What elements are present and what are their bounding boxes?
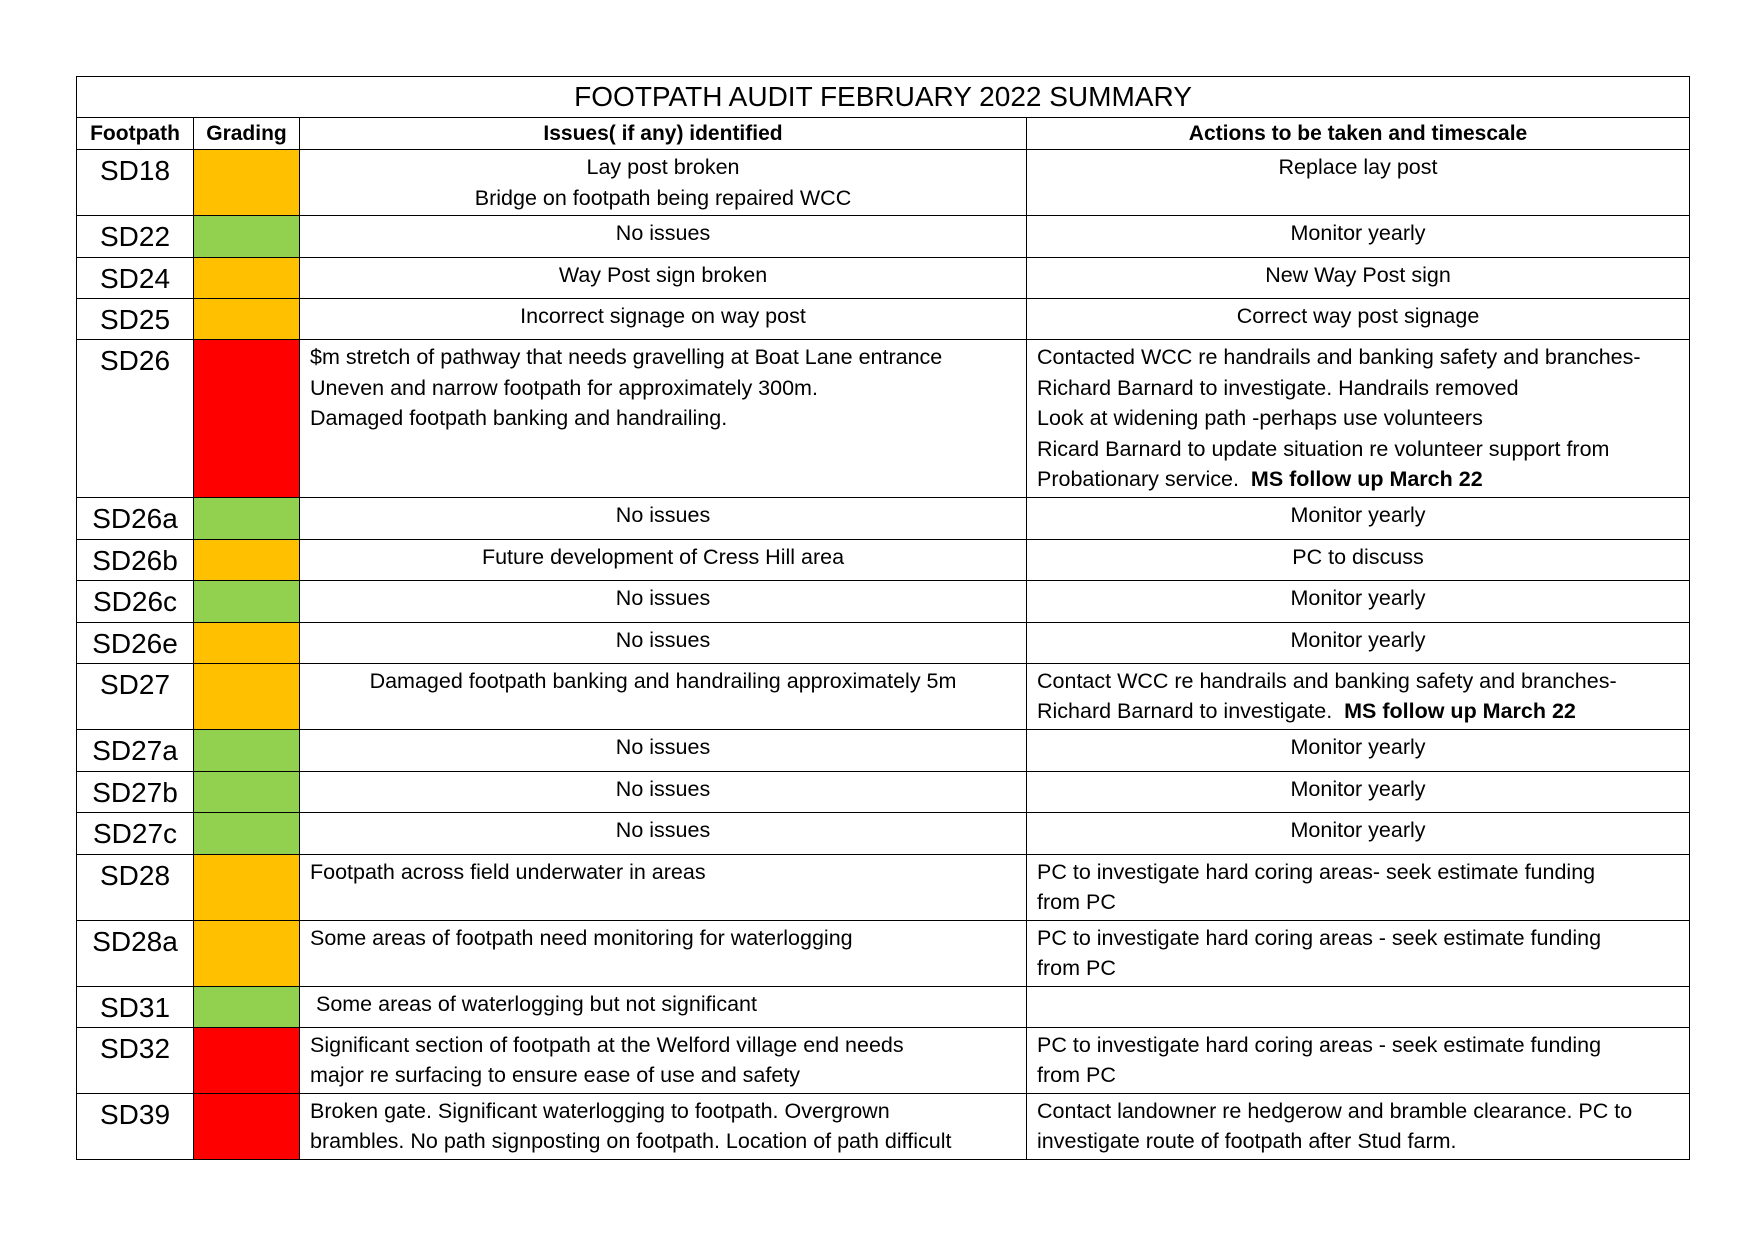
footpath-code: SD26e — [77, 622, 194, 663]
grading-swatch — [194, 854, 300, 920]
issue-line: No issues — [615, 585, 711, 610]
action-text: Probationary service. — [1037, 467, 1239, 491]
issues-cell — [300, 920, 1027, 986]
issue-line: Lay post broken — [586, 155, 740, 179]
action-text: Monitor yearly — [1290, 734, 1426, 759]
issues-cell — [300, 771, 1027, 812]
action-text: Richard Barnard to investigate. Handrails removed — [1037, 375, 1519, 400]
issue-line: Bridge on footpath being repaired WCC — [474, 185, 852, 210]
footpath-code: SD26a — [77, 497, 194, 539]
action-text: New Way Post sign — [1265, 263, 1451, 287]
action-line — [1027, 542, 1689, 573]
grading-swatch — [194, 299, 300, 340]
table-row — [77, 622, 1690, 663]
action-line — [1027, 152, 1689, 183]
actions-cell — [1027, 920, 1690, 986]
actions-cell — [1027, 340, 1690, 498]
header-grading: Grading — [194, 118, 300, 150]
header-issues: Issues( if any) identified — [300, 118, 1027, 150]
action-text: Monitor yearly — [1290, 817, 1426, 842]
audit-sheet — [76, 76, 1689, 1160]
issue-line: Damaged footpath banking and handrailing. — [310, 406, 728, 430]
actions-cell — [1027, 497, 1690, 539]
issue-line: $m stretch of pathway that needs gravelling at Boat Lane entrance — [310, 345, 943, 369]
action-text: Look at widening path -perhaps use volunteers — [1037, 406, 1483, 430]
issue-line: Footpath across field underwater in areas — [310, 859, 706, 884]
action-line — [1027, 583, 1689, 614]
action-text: from PC — [1037, 890, 1116, 914]
action-text: PC to discuss — [1292, 544, 1424, 569]
action-text: Monitor yearly — [1290, 585, 1426, 610]
issues-cell — [300, 1027, 1027, 1093]
table-row — [77, 920, 1690, 986]
action-line — [1037, 953, 1683, 984]
grading-swatch — [194, 1093, 300, 1159]
title-row — [77, 77, 1690, 118]
issue-line: No issues — [615, 627, 711, 652]
actions-cell — [1027, 580, 1690, 622]
table-row — [77, 150, 1690, 216]
action-line — [1037, 373, 1683, 404]
issue-line: Some areas of waterlogging but not significant — [310, 991, 757, 1016]
table-row — [77, 497, 1690, 539]
issues-cell — [300, 854, 1027, 920]
action-text: Replace lay post — [1278, 155, 1438, 179]
footpath-code: SD26 — [77, 340, 194, 498]
actions-cell — [1027, 1027, 1690, 1093]
actions-cell — [1027, 812, 1690, 854]
table-row — [77, 1027, 1690, 1093]
issues-cell — [300, 340, 1027, 498]
action-line — [1037, 887, 1683, 918]
action-line — [1027, 625, 1689, 656]
action-line — [1027, 500, 1689, 531]
action-text: Contacted WCC re handrails and banking safety and branches- — [1037, 345, 1641, 369]
issue-line: major re surfacing to ensure ease of use and safety — [310, 1063, 800, 1087]
actions-cell — [1027, 150, 1690, 216]
actions-cell — [1027, 216, 1690, 258]
action-line — [1037, 434, 1683, 465]
action-text: Monitor yearly — [1290, 221, 1426, 245]
action-text: investigate route of footpath after Stud farm. — [1037, 1129, 1457, 1153]
footpath-code: SD27a — [77, 729, 194, 771]
table-row — [77, 299, 1690, 340]
grading-swatch — [194, 258, 300, 299]
issues-cell — [300, 299, 1027, 340]
footpath-code: SD27c — [77, 812, 194, 854]
footpath-code: SD25 — [77, 299, 194, 340]
action-line — [1037, 1060, 1683, 1091]
issues-cell — [300, 986, 1027, 1027]
action-text: Monitor yearly — [1290, 627, 1426, 652]
header-actions: Actions to be taken and timescale — [1027, 118, 1690, 150]
issues-cell — [300, 258, 1027, 299]
issue-line: No issues — [615, 502, 711, 527]
footpath-code: SD32 — [77, 1027, 194, 1093]
actions-cell — [1027, 299, 1690, 340]
footpath-code: SD39 — [77, 1093, 194, 1159]
issue-line: Way Post sign broken — [558, 263, 768, 287]
action-line — [1027, 301, 1689, 332]
table-row — [77, 1093, 1690, 1159]
issues-cell — [300, 150, 1027, 216]
footpath-code: SD27 — [77, 663, 194, 729]
issue-line: Future development of Cress Hill area — [481, 544, 845, 569]
issue-line: No issues — [615, 817, 711, 842]
action-text: Correct way post signage — [1236, 304, 1480, 328]
table-row — [77, 340, 1690, 498]
footpath-code: SD28 — [77, 854, 194, 920]
issues-cell — [300, 216, 1027, 258]
issue-line: Some areas of footpath need monitoring for waterlogging — [310, 925, 853, 950]
table-row — [77, 771, 1690, 812]
issue-line: No issues — [615, 734, 711, 759]
footpath-code: SD24 — [77, 258, 194, 299]
issue-line: brambles. No path signposting on footpath. Location of path difficult — [310, 1129, 952, 1153]
action-text: from PC — [1037, 1063, 1116, 1087]
footpath-code: SD18 — [77, 150, 194, 216]
footpath-code: SD26b — [77, 539, 194, 580]
action-line — [1037, 1030, 1683, 1061]
follow-up-note: MS follow up March 22 — [1250, 467, 1483, 491]
grading-swatch — [194, 812, 300, 854]
actions-cell — [1027, 1093, 1690, 1159]
action-line — [1027, 218, 1689, 249]
action-line — [1037, 464, 1683, 495]
footpath-code: SD22 — [77, 216, 194, 258]
header-footpath: Footpath — [77, 118, 194, 150]
table-row — [77, 986, 1690, 1027]
header-row — [77, 118, 1690, 150]
issues-cell — [300, 729, 1027, 771]
grading-swatch — [194, 920, 300, 986]
table-row — [77, 729, 1690, 771]
footpath-code: SD26c — [77, 580, 194, 622]
action-line — [1037, 857, 1683, 888]
actions-cell — [1027, 729, 1690, 771]
table-row — [77, 258, 1690, 299]
issues-cell — [300, 497, 1027, 539]
action-text: PC to investigate hard coring areas - seek estimate funding — [1037, 1032, 1602, 1057]
actions-cell — [1027, 258, 1690, 299]
issue-line: Uneven and narrow footpath for approximately 300m. — [310, 375, 818, 400]
grading-swatch — [194, 622, 300, 663]
action-text: PC to investigate hard coring areas- seek estimate funding — [1037, 859, 1596, 884]
action-line — [1027, 260, 1689, 291]
action-text: Richard Barnard to investigate. — [1037, 699, 1333, 723]
issues-cell — [300, 539, 1027, 580]
action-text: Monitor yearly — [1290, 776, 1426, 801]
actions-cell — [1027, 539, 1690, 580]
issue-line: Damaged footpath banking and handrailing approximately 5m — [369, 668, 957, 693]
grading-swatch — [194, 497, 300, 539]
grading-swatch — [194, 729, 300, 771]
action-line — [1027, 732, 1689, 763]
actions-cell — [1027, 854, 1690, 920]
action-text: Monitor yearly — [1290, 502, 1426, 527]
actions-cell — [1027, 663, 1690, 729]
spacer — [1332, 699, 1344, 723]
action-line — [1027, 815, 1689, 846]
action-line — [1037, 342, 1683, 373]
table-row — [77, 663, 1690, 729]
action-line — [1027, 774, 1689, 805]
table-row — [77, 854, 1690, 920]
grading-swatch — [194, 986, 300, 1027]
issues-cell — [300, 812, 1027, 854]
footpath-audit-table — [76, 76, 1690, 1160]
action-text: Contact WCC re handrails and banking safety and branches- — [1037, 668, 1617, 693]
grading-swatch — [194, 771, 300, 812]
grading-swatch — [194, 539, 300, 580]
issues-cell — [300, 580, 1027, 622]
issues-cell — [300, 1093, 1027, 1159]
issue-line: No issues — [615, 221, 711, 245]
actions-cell — [1027, 771, 1690, 812]
grading-swatch — [194, 663, 300, 729]
grading-swatch — [194, 150, 300, 216]
action-text: Ricard Barnard to update situation re volunteer support from — [1037, 436, 1610, 461]
issue-line: Broken gate. Significant waterlogging to footpath. Overgrown — [310, 1098, 890, 1123]
table-row — [77, 216, 1690, 258]
issues-cell — [300, 663, 1027, 729]
table-title: FOOTPATH AUDIT FEBRUARY 2022 SUMMARY — [77, 77, 1690, 118]
actions-cell — [1027, 986, 1690, 1027]
grading-swatch — [194, 580, 300, 622]
grading-swatch — [194, 216, 300, 258]
table-body — [77, 150, 1690, 1160]
action-line — [1037, 403, 1683, 434]
actions-cell — [1027, 622, 1690, 663]
action-text: Contact landowner re hedgerow and bramble clearance. PC to — [1037, 1098, 1633, 1123]
action-line — [1037, 1126, 1683, 1157]
grading-swatch — [194, 340, 300, 498]
table-row — [77, 580, 1690, 622]
issue-line: Incorrect signage on way post — [520, 304, 806, 328]
action-line — [1037, 1096, 1683, 1127]
action-line — [1037, 666, 1683, 697]
action-line — [1037, 923, 1683, 954]
action-line — [1037, 696, 1683, 727]
table-row — [77, 539, 1690, 580]
issue-line: No issues — [615, 776, 711, 801]
spacer — [1239, 467, 1251, 491]
grading-swatch — [194, 1027, 300, 1093]
footpath-code: SD27b — [77, 771, 194, 812]
issues-cell — [300, 622, 1027, 663]
follow-up-note: MS follow up March 22 — [1344, 699, 1576, 723]
footpath-code: SD31 — [77, 986, 194, 1027]
issue-line: Significant section of footpath at the Welford village end needs — [310, 1032, 904, 1057]
footpath-code: SD28a — [77, 920, 194, 986]
table-row — [77, 812, 1690, 854]
action-text: from PC — [1037, 956, 1116, 980]
action-text: PC to investigate hard coring areas - seek estimate funding — [1037, 925, 1602, 950]
